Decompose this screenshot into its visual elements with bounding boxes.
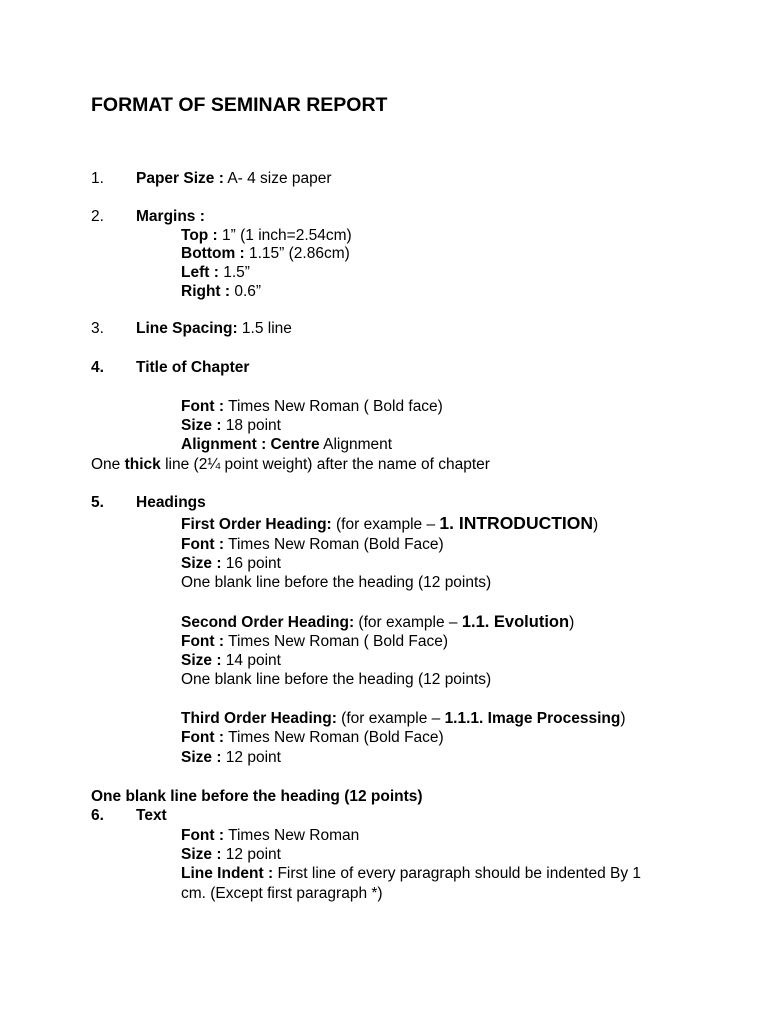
second-order-size-value: 14 point — [221, 652, 281, 669]
headings-label: Headings — [136, 494, 206, 511]
first-order-blank-line: One blank line before the heading (12 points) — [181, 574, 492, 591]
item-number-4: 4. — [91, 359, 104, 376]
margin-bottom-label: Bottom : — [181, 245, 245, 262]
chapter-alignment — [181, 437, 392, 453]
margins-label: Margins : — [136, 208, 205, 225]
text-label: Text — [136, 807, 167, 824]
paper-size-label: Paper Size : — [136, 170, 224, 187]
third-order-heading-example: 1.1.1. Image Processing — [444, 710, 621, 727]
second-order-heading-pre: (for example – — [354, 614, 462, 631]
line-spacing-label: Line Spacing: — [136, 320, 238, 337]
second-order-size-label: Size : — [181, 652, 222, 669]
third-order-size — [181, 750, 281, 766]
chapter-font — [181, 399, 443, 415]
third-order-size-value: 12 point — [221, 749, 281, 766]
title-of-chapter-label: Title of Chapter — [136, 359, 250, 376]
first-order-font-label: Font : — [181, 536, 225, 553]
text-size-label: Size : — [181, 846, 222, 863]
third-order-heading-pre: (for example – — [336, 710, 445, 727]
text-size — [181, 847, 281, 863]
second-order-font-label: Font : — [181, 633, 225, 650]
third-order-heading-post: ) — [620, 710, 626, 727]
text-font-label: Font : — [181, 827, 225, 844]
first-order-font-value: Times New Roman (Bold Face) — [224, 536, 444, 553]
item-number-6: 6. — [91, 807, 104, 824]
first-order-font — [181, 537, 444, 553]
first-order-heading-label: First Order Heading: — [181, 516, 332, 533]
first-order-heading-example: 1. INTRODUCTION — [439, 513, 594, 533]
thick-line-bold: thick — [124, 456, 161, 473]
first-order-heading-post: ) — [593, 516, 599, 533]
blank-line-note: One blank line before the heading (12 points) — [91, 788, 423, 805]
margin-right — [181, 284, 261, 300]
document-title: FORMAT OF SEMINAR REPORT — [91, 94, 388, 116]
text-size-value: 12 point — [221, 846, 281, 863]
text-line-indent-value: First line of every paragraph should be indented By 1 — [273, 865, 642, 882]
text-line-indent-label: Line Indent : — [181, 865, 274, 882]
first-order-size-label: Size : — [181, 555, 222, 572]
third-order-size-label: Size : — [181, 749, 222, 766]
thick-line-post: line (2¼ point weight) after the name of chapter — [160, 456, 490, 473]
second-order-heading-example: 1.1. Evolution — [461, 613, 570, 631]
margin-bottom — [181, 246, 350, 262]
margin-top — [181, 228, 352, 244]
margin-right-label: Right : — [181, 283, 231, 300]
second-order-font — [181, 634, 448, 650]
chapter-size — [181, 418, 281, 434]
third-order-font-value: Times New Roman (Bold Face) — [224, 729, 444, 746]
margin-top-label: Top : — [181, 227, 218, 244]
item-paper-size — [136, 171, 332, 187]
text-font — [181, 828, 359, 844]
second-order-heading-label: Second Order Heading: — [181, 614, 355, 631]
margin-left — [181, 265, 250, 281]
item-number-5: 5. — [91, 494, 104, 511]
chapter-thick-line-note — [91, 457, 490, 473]
text-line-indent — [181, 866, 641, 882]
margin-left-value: 1.5” — [218, 264, 250, 281]
chapter-size-value: 18 point — [221, 417, 281, 434]
thick-line-pre: One — [91, 456, 125, 473]
item-number-3: 3. — [91, 320, 104, 337]
chapter-font-value: Times New Roman ( Bold face) — [224, 398, 443, 415]
third-order-heading-label: Third Order Heading: — [181, 710, 337, 727]
item-line-spacing — [136, 321, 292, 337]
margin-right-value: 0.6” — [230, 283, 262, 300]
margin-left-label: Left : — [181, 264, 219, 281]
second-order-heading — [181, 614, 574, 631]
second-order-font-value: Times New Roman ( Bold Face) — [224, 633, 449, 650]
third-order-font — [181, 730, 444, 746]
paper-size-value: A- 4 size paper — [223, 170, 332, 187]
first-order-size-value: 16 point — [221, 555, 281, 572]
chapter-alignment-label: Alignment : Centre — [181, 436, 320, 453]
first-order-heading-pre: (for example – — [331, 516, 440, 533]
first-order-size — [181, 556, 281, 572]
text-font-value: Times New Roman — [224, 827, 360, 844]
second-order-size — [181, 653, 281, 669]
margin-top-value: 1” (1 inch=2.54cm) — [217, 227, 352, 244]
line-spacing-value: 1.5 line — [237, 320, 292, 337]
second-order-blank-line: One blank line before the heading (12 points) — [181, 671, 492, 688]
third-order-font-label: Font : — [181, 729, 225, 746]
chapter-font-label: Font : — [181, 398, 225, 415]
third-order-heading — [181, 711, 626, 727]
text-line-indent-cont: cm. (Except first paragraph *) — [181, 885, 383, 902]
item-number-1: 1. — [91, 170, 104, 187]
item-number-2: 2. — [91, 208, 104, 225]
second-order-heading-post: ) — [569, 614, 575, 631]
first-order-heading — [181, 515, 598, 533]
chapter-size-label: Size : — [181, 417, 222, 434]
margin-bottom-value: 1.15” (2.86cm) — [244, 245, 350, 262]
chapter-alignment-value: Alignment — [319, 436, 393, 453]
